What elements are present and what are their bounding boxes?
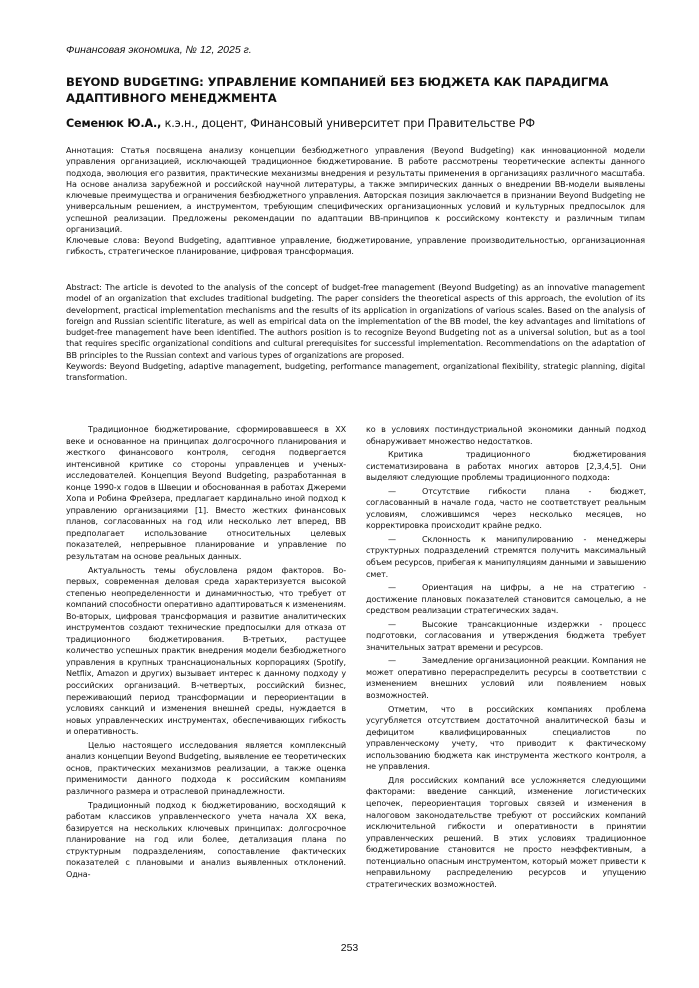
body-paragraph: Отметим, что в российских компаниях проблема усугубляется отсутствием достаточной аналитической базы и дефицитом квалифицированных специалистов по управленческому учету, что приводит к фактическому использованию бюджета как инструмента жесткого контроля, а не управления.: [366, 704, 646, 772]
body-paragraph: Целью настоящего исследования является комплексный анализ концепции Beyond Budgeting, выявление ее теоретических основ, практических механизмов реализации, а также оценка применимости данного подхода к российским компаниям различного размера и отраслевой принадлежности.: [66, 740, 346, 796]
problem-text: Отсутствие гибкости плана - бюджет, согласованный в начале года, часто не соответствует реальным условиям, сложившимся через несколько месяцев, но корректировка происходит крайне редко.: [366, 486, 646, 531]
journal-header: Финансовая экономика, № 12, 2025 г.: [66, 44, 252, 56]
problem-text: Замедление организационной реакции. Компания не может оперативно перераспределить ресурсы в соответствии с изменением внешних условий или появлением новых возможностей.: [366, 656, 646, 701]
problem-text: Склонность к манипулированию - менеджеры структурных подразделений стремятся получить максимальный объем ресурсов, прибегая к манипуляциям данными и завышению смет.: [366, 534, 646, 579]
dash-bullet-icon: —: [388, 486, 396, 496]
abstract-ru-block: [66, 145, 645, 258]
body-column-right: [366, 424, 646, 892]
article-title: BEYOND BUDGETING: УПРАВЛЕНИЕ КОМПАНИЕЙ БЕЗ БЮДЖЕТА КАК ПАРАДИГМА АДАПТИВНОГО МЕНЕДЖМЕНТА: [66, 75, 609, 105]
problem-text: Ориентация на цифры, а не на стратегию - достижение плановых показателей становится самоцелью, а не средством реализации стратегических задач.: [366, 583, 646, 616]
body-paragraph-continued: ко в условиях постиндустриальной экономики данный подход обнаруживает множество недостатков.: [366, 425, 646, 446]
problem-list-item: [366, 582, 646, 617]
dash-bullet-icon: —: [388, 534, 396, 544]
body-column-left: [66, 424, 346, 882]
abstract-en-block: [66, 282, 645, 384]
problem-list-item: [366, 534, 646, 580]
author-line: [66, 117, 656, 130]
abstract-ru: Аннотация: Статья посвящена анализу концепции безбюджетного управления (Beyond Budgeting) как инновационной модели управления организацией, исключающей традиционное бюджетирование. В работе рассмотрены теоретические аспекты данного подхода, эволюция его развития, практические механизмы внедрения и результаты применения в организациях различного масштаба. На основе анализа зарубежной и российской научной литературы, а также эмпирических данных о внедрении BB-модели выявлены ключевые преимущества и ограничения безбюджетного управления. Авторская позиция заключается в признании Beyond Budgeting не универсальным решением, а инструментом, требующим специфических организационных условий и культурных предпосылок для успешной реализации. Предложены рекомендации по адаптации BB-принципов к российскому контексту и различным типам организаций.: [66, 146, 645, 234]
body-paragraph: Традиционный подход к бюджетированию, восходящий к работам классиков управленческого учета начала XX века, базируется на нескольких ключевых принципах: долгосрочное планирование на год или более, детализация плана по структурным подразделениям, сопоставление фактических показателей с плановыми и анализ выявленных отклонений. Одна-: [66, 800, 346, 879]
author-affiliation: к.э.н., доцент, Финансовый университет при Правительстве РФ: [161, 117, 535, 130]
keywords-en: Keywords: Beyond Budgeting, adaptive management, budgeting, performance management, organizational flexibility, strategic planning, digital transformation.: [66, 361, 645, 383]
problem-list-item: [366, 655, 646, 701]
abstract-en: Abstract: The article is devoted to the analysis of the concept of budget-free management (Beyond Budgeting) as an innovative management model of an organization that excludes traditional budgeting. The paper considers the theoretical aspects of this approach, the evolution of its development, practical implementation mechanisms and the results of its application in organizations of various scales. Based on the analysis of foreign and Russian scientific literature, as well as empirical data on the implementation of the BB model, the key advantages and limitations of budget-free management have been identified. The authors position is to recognize Beyond Budgeting not as a universal solution, but as a tool that requires specific organizational conditions and cultural prerequisites for successful implementation. Recommendations on the adaptation of BB principles to the Russian context and various types of organizations are proposed.: [66, 282, 645, 360]
body-paragraph: Для российских компаний все усложняется следующими факторами: введение санкций, изменение логистических цепочек, переориентация торговых связей и изменения в налоговом законодательстве требуют от российских компаний исключительной гибкости и оперативности в принятии управленческих решений. В этих условиях традиционное бюджетирование становится не просто неэффективным, а потенциально опасным инструментом, который может привести к неправильному распределению ресурсов и упущению стратегических возможностей.: [366, 775, 646, 889]
author-name: Семенюк Ю.А.,: [66, 117, 162, 130]
body-paragraph: Традиционное бюджетирование, сформировавшееся в XX веке и основанное на принципах долгосрочного планирования и жесткого финансового контроля, сегодня подвергается интенсивной критике со стороны управленцев и ученых-исследователей. Концепция Beyond Budgeting, разработанная в конце 1990-х годов в Швеции и обоснованная в работах Джереми Хопа и Робина Фрейзера, предлагает кардинально иной подход к управлению организациями [1]. Вместо жестких финансовых планов, согласованных на год или несколько лет вперед, BB предполагает использование относительных целевых показателей, непрерывное планирование и управление по результатам на основе реальных данных.: [66, 425, 346, 562]
dash-bullet-icon: —: [388, 656, 396, 666]
keywords-ru: Ключевые слова: Beyond Budgeting, адаптивное управление, бюджетирование, управление производительностью, организационная гибкость, стратегическое планирование, цифровая трансформация.: [66, 236, 645, 257]
body-paragraph: Актуальность темы обусловлена рядом факторов. Во-первых, современная деловая среда характеризуется высокой степенью неопределенности и динамичностью, что требует от компаний способности оперативно адаптироваться к изменениям. Во-вторых, цифровая трансформация и развитие аналитических инструментов создают технические предпосылки для отказа от традиционного бюджетирования. В-третьих, растущее количество успешных практик внедрения модели безбюджетного управления в крупных транснациональных корпорациях (Spotify, Netflix, Amazon и других) вызывает интерес к данному подходу у российских организаций. В-четвертых, российский бизнес, переживающий период трансформации и переориентации в условиях санкций и изменения внешней среды, нуждается в новых управленческих инструментах, обеспечивающих гибкость и оперативность.: [66, 565, 346, 737]
dash-bullet-icon: —: [388, 583, 396, 593]
dash-bullet-icon: —: [388, 619, 396, 629]
problem-text: Высокие трансакционные издержки - процесс подготовки, согласования и утверждения бюджета требует значительных затрат времени и ресурсов.: [366, 619, 646, 652]
problem-list-item: [366, 619, 646, 654]
problem-list-item: [366, 486, 646, 532]
body-paragraph: Критика традиционного бюджетирования систематизирована в работах многих авторов [2,3,4,5]. Они выделяют следующие проблемы традиционного подхода:: [366, 450, 646, 483]
page-number: 253: [340, 942, 359, 954]
